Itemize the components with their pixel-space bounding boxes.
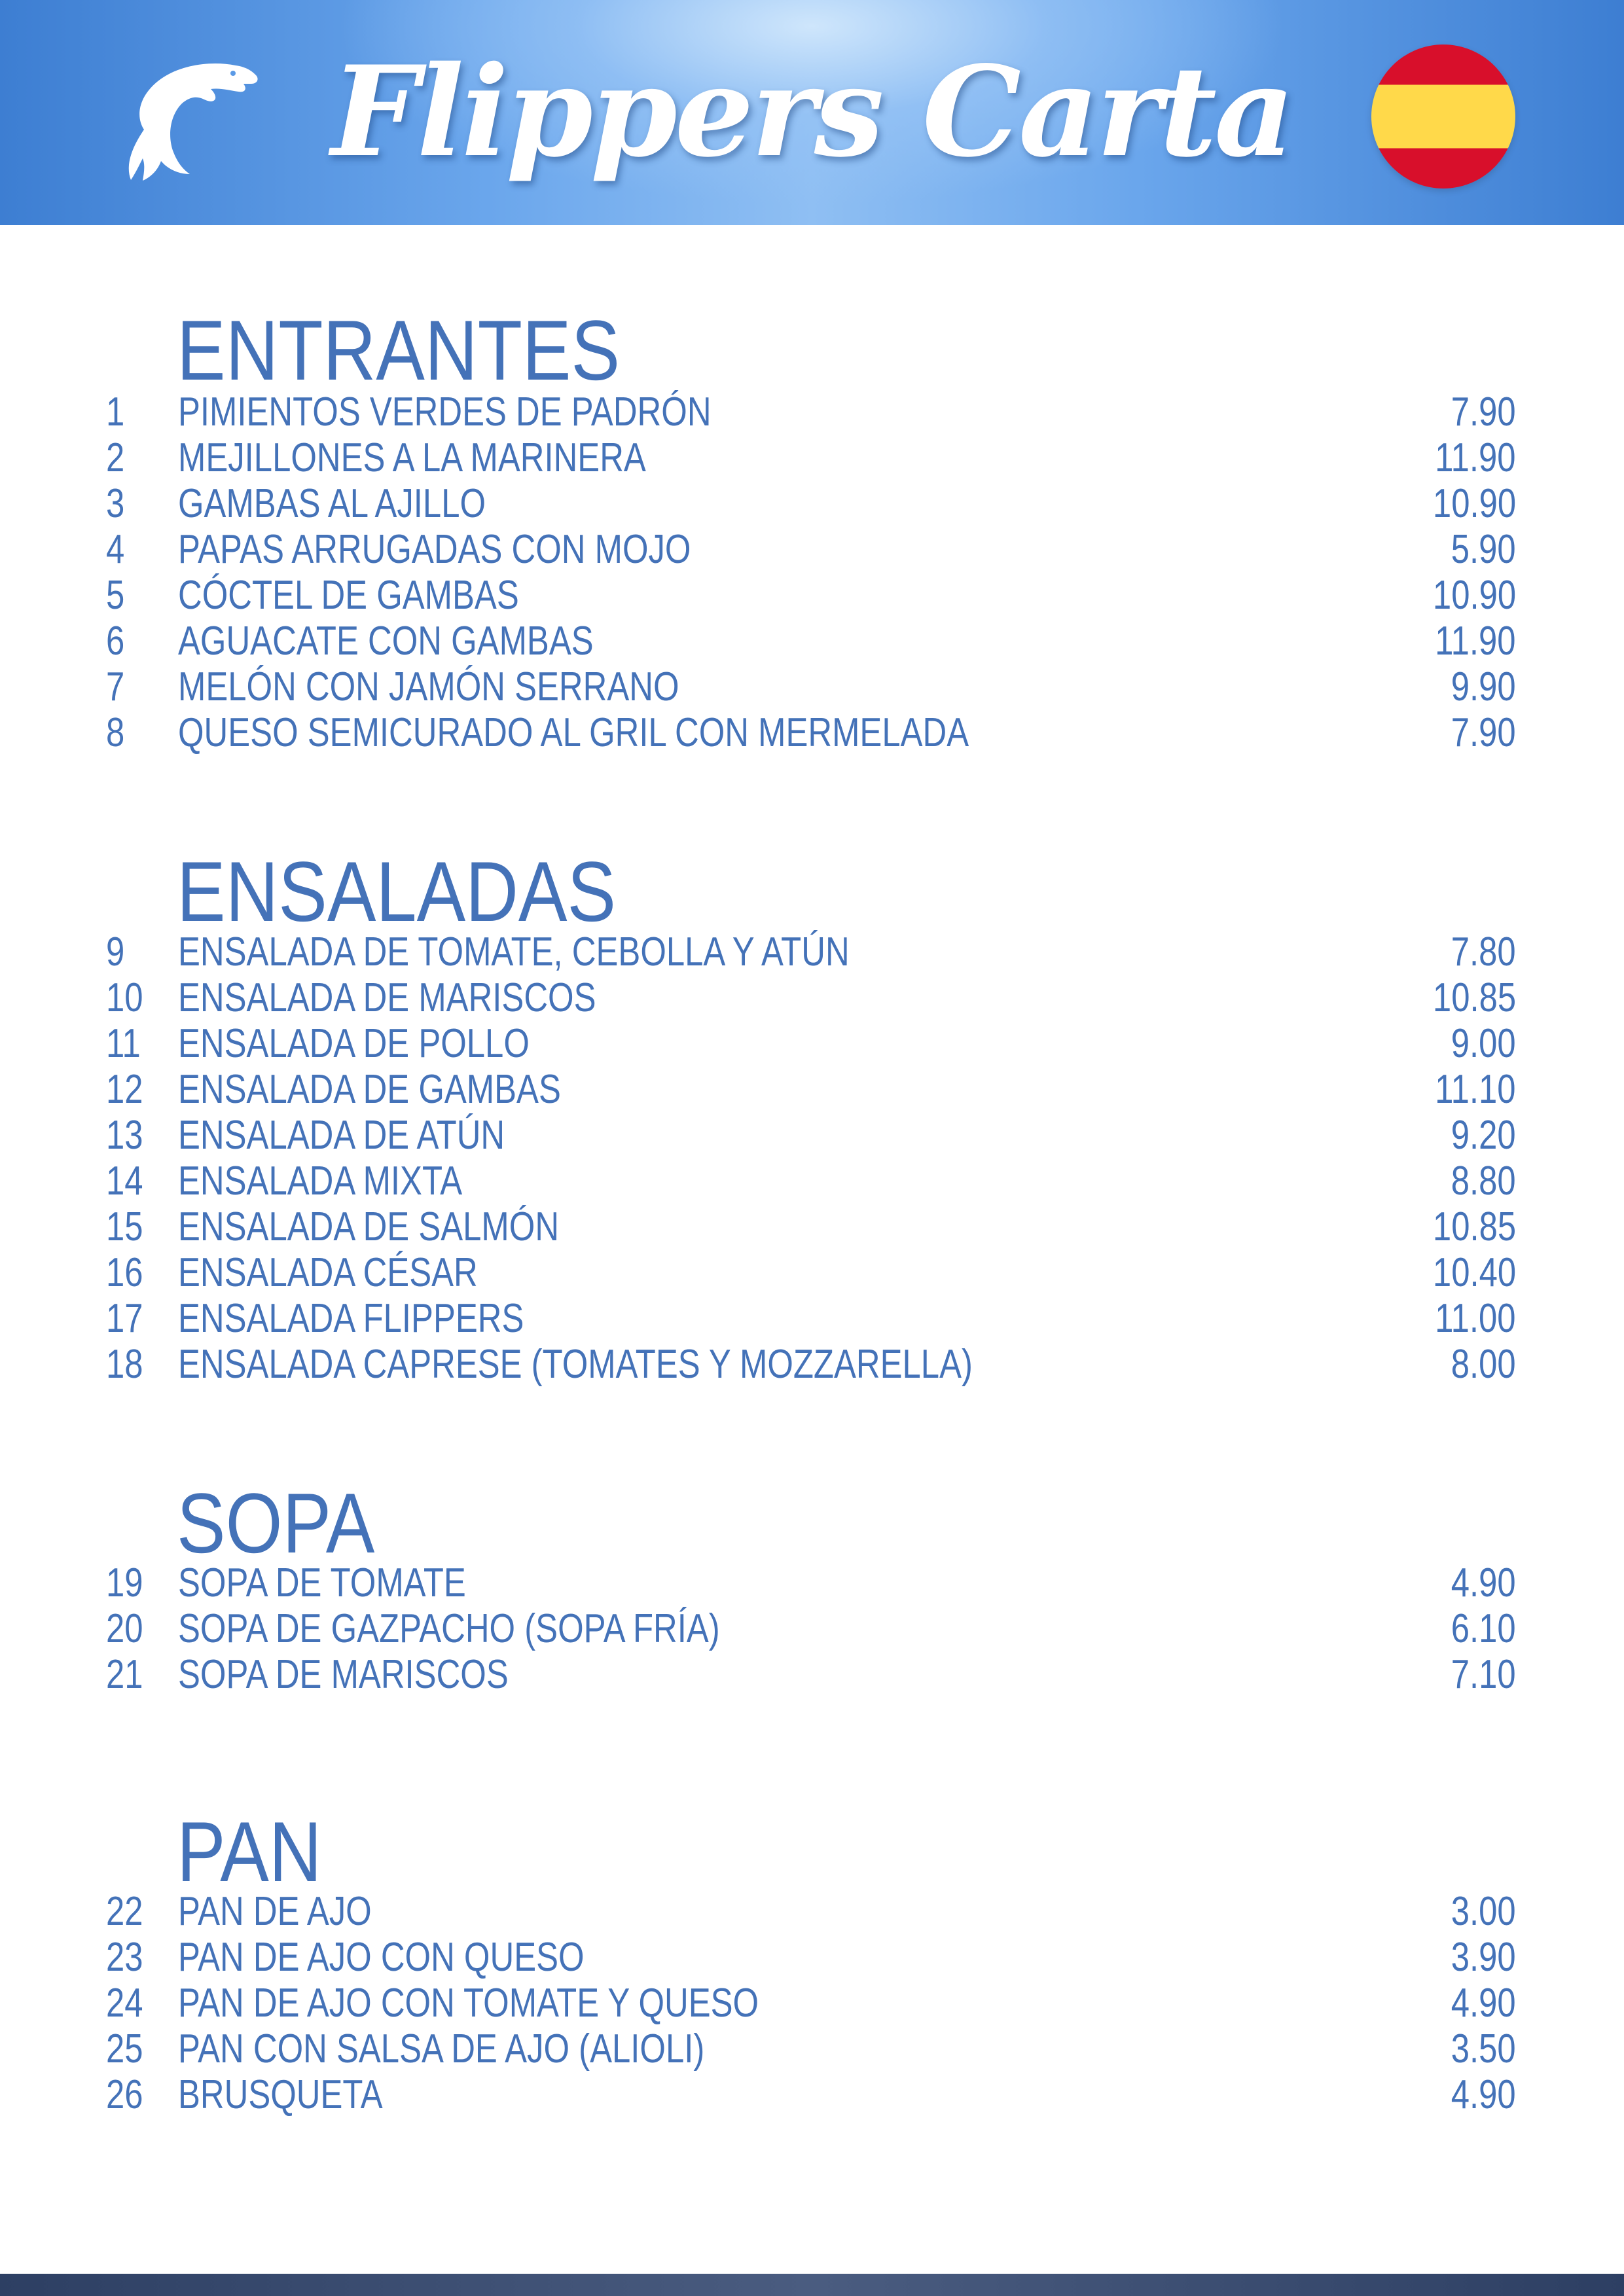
item-number: 13 xyxy=(106,1113,143,1158)
item-price: 8.00 xyxy=(1451,1342,1516,1387)
item-number: 17 xyxy=(106,1296,143,1341)
menu-item xyxy=(0,389,1624,435)
item-name: SOPA DE TOMATE xyxy=(178,1560,466,1605)
item-number: 25 xyxy=(106,2026,143,2072)
item-name: PAN DE AJO xyxy=(178,1889,372,1934)
item-price: 7.80 xyxy=(1451,929,1516,975)
item-number: 18 xyxy=(106,1342,143,1387)
menu-item xyxy=(0,527,1624,573)
item-price: 3.90 xyxy=(1451,1935,1516,1980)
footer-bar xyxy=(0,2274,1624,2296)
item-number: 15 xyxy=(106,1204,143,1249)
item-price: 5.90 xyxy=(1451,527,1516,572)
item-name: ENSALADA MIXTA xyxy=(178,1158,463,1204)
item-name: BRUSQUETA xyxy=(178,2072,383,2117)
item-name: ENSALADA CÉSAR xyxy=(178,1250,478,1295)
menu-item xyxy=(0,1204,1624,1250)
section-title: ENSALADAS xyxy=(177,844,617,939)
item-name: ENSALADA DE ATÚN xyxy=(178,1113,505,1158)
item-price: 7.10 xyxy=(1451,1652,1516,1697)
item-price: 10.85 xyxy=(1432,1204,1516,1249)
item-number: 12 xyxy=(106,1067,143,1112)
menu-item xyxy=(0,1113,1624,1158)
menu-item xyxy=(0,573,1624,619)
item-name: SOPA DE MARISCOS xyxy=(178,1652,509,1697)
item-price: 11.90 xyxy=(1435,435,1516,480)
menu-item xyxy=(0,1652,1624,1698)
section-title: ENTRANTES xyxy=(177,302,621,398)
item-number: 3 xyxy=(106,481,125,526)
menu-item xyxy=(0,2072,1624,2118)
item-number: 19 xyxy=(106,1560,143,1605)
item-price: 10.40 xyxy=(1432,1250,1516,1295)
item-number: 2 xyxy=(106,435,125,480)
item-price: 9.90 xyxy=(1451,664,1516,709)
item-name: ENSALADA DE GAMBAS xyxy=(178,1067,561,1112)
item-number: 10 xyxy=(106,975,143,1020)
item-price: 11.00 xyxy=(1435,1296,1516,1341)
menu-item xyxy=(0,1889,1624,1935)
item-name: PIMIENTOS VERDES DE PADRÓN xyxy=(178,389,712,435)
menu-title: Flippers Carta xyxy=(331,38,1293,185)
item-name: MELÓN CON JAMÓN SERRANO xyxy=(178,664,679,709)
item-price: 8.80 xyxy=(1451,1158,1516,1204)
menu-item xyxy=(0,1560,1624,1606)
menu-item xyxy=(0,929,1624,975)
item-number: 23 xyxy=(106,1935,143,1980)
menu-item xyxy=(0,619,1624,664)
item-number: 11 xyxy=(106,1021,141,1066)
item-price: 6.10 xyxy=(1451,1606,1516,1651)
item-number: 8 xyxy=(106,710,125,755)
item-name: ENSALADA DE MARISCOS xyxy=(178,975,596,1020)
item-name: ENSALADA DE SALMÓN xyxy=(178,1204,560,1249)
menu-item xyxy=(0,1158,1624,1204)
menu-item xyxy=(0,1935,1624,1981)
item-name: CÓCTEL DE GAMBAS xyxy=(178,573,519,618)
item-price: 9.00 xyxy=(1451,1021,1516,1066)
item-name: PAN DE AJO CON TOMATE Y QUESO xyxy=(178,1981,759,2026)
menu-item xyxy=(0,435,1624,481)
item-number: 21 xyxy=(106,1652,143,1697)
item-name: MEJILLONES A LA MARINERA xyxy=(178,435,646,480)
item-price: 3.00 xyxy=(1451,1889,1516,1934)
item-number: 6 xyxy=(106,619,125,664)
item-price: 7.90 xyxy=(1451,710,1516,755)
menu-item xyxy=(0,481,1624,527)
item-number: 5 xyxy=(106,573,125,618)
item-name: SOPA DE GAZPACHO (SOPA FRÍA) xyxy=(178,1606,720,1651)
item-price: 4.90 xyxy=(1451,1560,1516,1605)
section-title: SOPA xyxy=(177,1475,375,1571)
menu-item xyxy=(0,1296,1624,1342)
menu-item xyxy=(0,2026,1624,2072)
item-price: 10.90 xyxy=(1432,573,1516,618)
item-price: 4.90 xyxy=(1451,2072,1516,2117)
item-price: 4.90 xyxy=(1451,1981,1516,2026)
item-number: 22 xyxy=(106,1889,143,1934)
item-name: ENSALADA DE TOMATE, CEBOLLA Y ATÚN xyxy=(178,929,850,975)
item-name: AGUACATE CON GAMBAS xyxy=(178,619,594,664)
menu-item xyxy=(0,1067,1624,1113)
menu-item xyxy=(0,975,1624,1021)
item-name: QUESO SEMICURADO AL GRIL CON MERMELADA xyxy=(178,710,969,755)
item-name: PAN CON SALSA DE AJO (ALIOLI) xyxy=(178,2026,705,2072)
item-name: ENSALADA CAPRESE (TOMATES Y MOZZARELLA) xyxy=(178,1342,973,1387)
item-number: 26 xyxy=(106,2072,143,2117)
item-name: PAPAS ARRUGADAS CON MOJO xyxy=(178,527,691,572)
menu-item xyxy=(0,1981,1624,2026)
item-name: ENSALADA DE POLLO xyxy=(178,1021,530,1066)
item-number: 24 xyxy=(106,1981,143,2026)
item-name: ENSALADA FLIPPERS xyxy=(178,1296,524,1341)
menu-item xyxy=(0,1606,1624,1652)
menu-item xyxy=(0,1021,1624,1067)
menu-item xyxy=(0,664,1624,710)
item-number: 4 xyxy=(106,527,125,572)
item-name: GAMBAS AL AJILLO xyxy=(178,481,486,526)
menu-item xyxy=(0,1342,1624,1388)
item-price: 7.90 xyxy=(1451,389,1516,435)
menu-item xyxy=(0,1250,1624,1296)
item-price: 9.20 xyxy=(1451,1113,1516,1158)
item-price: 11.10 xyxy=(1435,1067,1516,1112)
section-title: PAN xyxy=(177,1804,322,1899)
item-number: 9 xyxy=(106,929,125,975)
item-price: 3.50 xyxy=(1451,2026,1516,2072)
item-number: 1 xyxy=(106,389,125,435)
item-price: 10.85 xyxy=(1432,975,1516,1020)
item-number: 20 xyxy=(106,1606,143,1651)
item-number: 14 xyxy=(106,1158,143,1204)
item-number: 7 xyxy=(106,664,125,709)
item-price: 10.90 xyxy=(1432,481,1516,526)
item-price: 11.90 xyxy=(1435,619,1516,664)
item-number: 16 xyxy=(106,1250,143,1295)
menu-item xyxy=(0,710,1624,756)
item-name: PAN DE AJO CON QUESO xyxy=(178,1935,585,1980)
